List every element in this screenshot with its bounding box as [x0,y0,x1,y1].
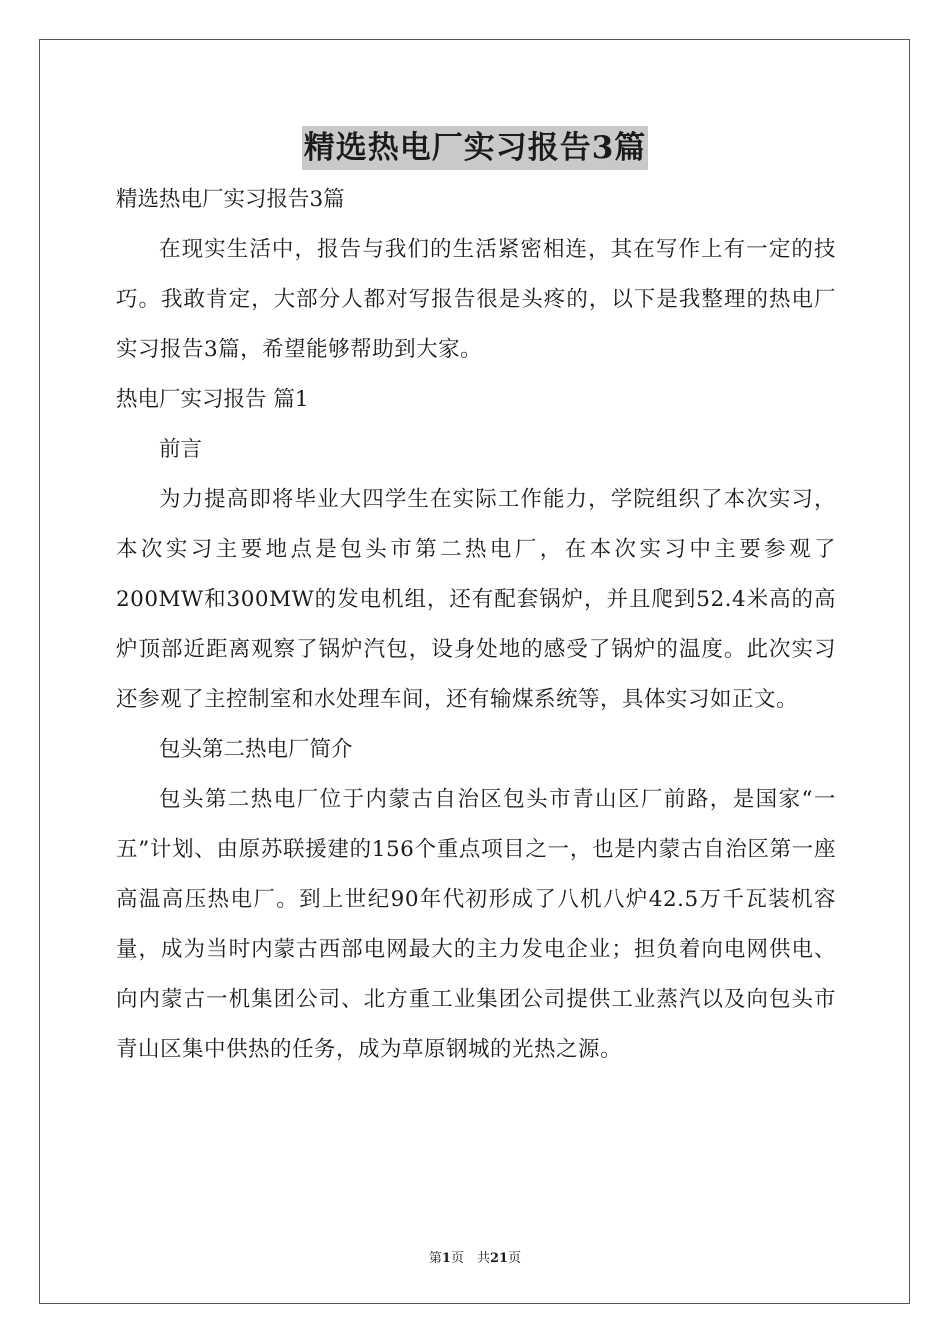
title-container [0,126,950,170]
intro-paragraph: 在现实生活中，报告与我们的生活紧密相连，其在写作上有一定的技巧。我敢肯定，大部分人都对写报告很是头疼的，以下是我整理的热电厂实习报告3篇，希望能够帮助到大家。 [116,237,836,362]
document-body [116,175,836,1075]
footer-page-number: 1 [441,1251,451,1266]
preface-heading: 前言 [159,437,203,462]
plant-intro-heading: 包头第二热电厂简介 [159,737,353,762]
document-title: 精选热电厂实习报告3篇 [302,126,649,170]
footer-prefix: 第 [428,1251,442,1266]
page-footer [0,1247,950,1266]
section-heading: 热电厂实习报告 篇1 [116,387,309,412]
plant-intro-paragraph: 包头第二热电厂位于内蒙古自治区包头市青山区厂前路，是国家“一五”计划、由原苏联援建的156个重点项目之一，也是内蒙古自治区第一座高温高压热电厂。到上世纪90年代初形成了八机八炉42.5万千瓦装机容量，成为当时内蒙古西部电网最大的主力发电企业；担负着向电网供电、向内蒙古一机集团公司、北方重工业集团公司提供工业蒸汽以及向包头市青山区集中供热的任务，成为草原钢城的光热之源。 [116,787,836,1062]
footer-suffix: 页 [508,1251,522,1266]
preface-paragraph: 为力提高即将毕业大四学生在实际工作能力，学院组织了本次实习，本次实习主要地点是包头市第二热电厂，在本次实习中主要参观了200MW和300MW的发电机组，还有配套锅炉，并且爬到52.4米高的高炉顶部近距离观察了锅炉汽包，设身处地的感受了锅炉的温度。此次实习还参观了主控制室和水处理车间，还有输煤系统等，具体实习如正文。 [116,487,836,712]
footer-mid: 页 共 [450,1251,490,1266]
document-subtitle: 精选热电厂实习报告3篇 [116,187,345,212]
footer-total-pages: 21 [489,1251,509,1266]
